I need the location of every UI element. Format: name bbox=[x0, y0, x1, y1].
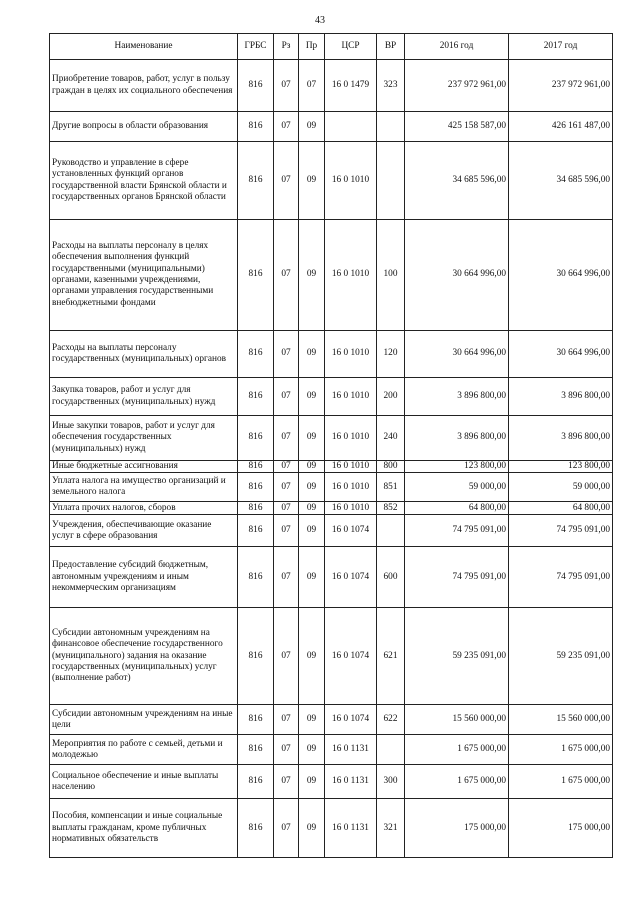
row-pr: 09 bbox=[299, 705, 325, 735]
row-vr: 800 bbox=[377, 461, 405, 473]
row-2016: 74 795 091,00 bbox=[405, 547, 509, 608]
row-vr bbox=[377, 735, 405, 765]
row-vr bbox=[377, 112, 405, 142]
row-csr bbox=[325, 112, 377, 142]
row-rz: 07 bbox=[274, 735, 299, 765]
row-name: Социальное обеспечение и иные выплаты населению bbox=[50, 765, 238, 799]
row-grbs: 816 bbox=[238, 515, 274, 547]
row-2016: 15 560 000,00 bbox=[405, 705, 509, 735]
row-2016: 123 800,00 bbox=[405, 461, 509, 473]
header-name: Наименование bbox=[50, 34, 238, 60]
header-vr: ВР bbox=[377, 34, 405, 60]
row-csr: 16 0 1010 bbox=[325, 378, 377, 416]
row-2016: 30 664 996,00 bbox=[405, 331, 509, 378]
row-rz: 07 bbox=[274, 331, 299, 378]
row-vr bbox=[377, 515, 405, 547]
row-2016: 237 972 961,00 bbox=[405, 60, 509, 112]
row-csr: 16 0 1010 bbox=[325, 416, 377, 461]
row-grbs: 816 bbox=[238, 60, 274, 112]
row-csr: 16 0 1074 bbox=[325, 547, 377, 608]
row-grbs: 816 bbox=[238, 765, 274, 799]
row-2016: 59 235 091,00 bbox=[405, 608, 509, 705]
row-2017: 74 795 091,00 bbox=[509, 547, 613, 608]
header-pr: Пр bbox=[299, 34, 325, 60]
table-row bbox=[50, 547, 613, 608]
row-grbs: 816 bbox=[238, 473, 274, 502]
header-row bbox=[50, 34, 613, 60]
row-2016: 1 675 000,00 bbox=[405, 735, 509, 765]
row-csr: 16 0 1479 bbox=[325, 60, 377, 112]
table-row bbox=[50, 473, 613, 502]
row-grbs: 816 bbox=[238, 220, 274, 331]
table-row bbox=[50, 378, 613, 416]
row-grbs: 816 bbox=[238, 331, 274, 378]
row-rz: 07 bbox=[274, 60, 299, 112]
row-vr: 600 bbox=[377, 547, 405, 608]
row-csr: 16 0 1074 bbox=[325, 705, 377, 735]
row-name: Расходы на выплаты персоналу государственных (муниципальных) органов bbox=[50, 331, 238, 378]
row-2016: 74 795 091,00 bbox=[405, 515, 509, 547]
row-csr: 16 0 1131 bbox=[325, 735, 377, 765]
row-name: Приобретение товаров, работ, услуг в пользу граждан в целях их социального обеспечения bbox=[50, 60, 238, 112]
row-rz: 07 bbox=[274, 705, 299, 735]
row-grbs: 816 bbox=[238, 547, 274, 608]
row-2016: 425 158 587,00 bbox=[405, 112, 509, 142]
row-2017: 30 664 996,00 bbox=[509, 331, 613, 378]
budget-table bbox=[49, 33, 613, 858]
row-2016: 30 664 996,00 bbox=[405, 220, 509, 331]
row-pr: 09 bbox=[299, 378, 325, 416]
row-rz: 07 bbox=[274, 416, 299, 461]
row-rz: 07 bbox=[274, 799, 299, 858]
row-grbs: 816 bbox=[238, 461, 274, 473]
header-csr: ЦСР bbox=[325, 34, 377, 60]
page-number: 43 bbox=[315, 15, 325, 26]
row-pr: 09 bbox=[299, 416, 325, 461]
row-pr: 09 bbox=[299, 331, 325, 378]
row-grbs: 816 bbox=[238, 416, 274, 461]
row-name: Учреждения, обеспечивающие оказание услуг в сфере образования bbox=[50, 515, 238, 547]
row-vr: 622 bbox=[377, 705, 405, 735]
row-csr: 16 0 1131 bbox=[325, 765, 377, 799]
row-rz: 07 bbox=[274, 220, 299, 331]
row-pr: 09 bbox=[299, 142, 325, 220]
table-row bbox=[50, 461, 613, 473]
table-row bbox=[50, 416, 613, 461]
row-2017: 59 235 091,00 bbox=[509, 608, 613, 705]
row-vr: 621 bbox=[377, 608, 405, 705]
row-vr: 851 bbox=[377, 473, 405, 502]
row-vr: 240 bbox=[377, 416, 405, 461]
row-pr: 09 bbox=[299, 461, 325, 473]
row-name: Руководство и управление в сфере установленных функций органов государственной власти Брянской области и государственных органов Брянской области bbox=[50, 142, 238, 220]
row-grbs: 816 bbox=[238, 705, 274, 735]
row-rz: 07 bbox=[274, 461, 299, 473]
row-2017: 123 800,00 bbox=[509, 461, 613, 473]
row-name: Уплата прочих налогов, сборов bbox=[50, 502, 238, 515]
header-2016: 2016 год bbox=[405, 34, 509, 60]
row-pr: 09 bbox=[299, 473, 325, 502]
row-pr: 09 bbox=[299, 547, 325, 608]
row-grbs: 816 bbox=[238, 112, 274, 142]
row-name: Пособия, компенсации и иные социальные выплаты гражданам, кроме публичных нормативных обязательств bbox=[50, 799, 238, 858]
table-row bbox=[50, 705, 613, 735]
row-rz: 07 bbox=[274, 515, 299, 547]
row-2017: 1 675 000,00 bbox=[509, 765, 613, 799]
row-grbs: 816 bbox=[238, 142, 274, 220]
row-2016: 59 000,00 bbox=[405, 473, 509, 502]
row-2017: 59 000,00 bbox=[509, 473, 613, 502]
table-row bbox=[50, 515, 613, 547]
row-csr: 16 0 1074 bbox=[325, 515, 377, 547]
row-2016: 64 800,00 bbox=[405, 502, 509, 515]
row-grbs: 816 bbox=[238, 735, 274, 765]
row-name: Иные закупки товаров, работ и услуг для обеспечения государственных (муниципальных) нужд bbox=[50, 416, 238, 461]
row-csr: 16 0 1010 bbox=[325, 331, 377, 378]
row-vr bbox=[377, 142, 405, 220]
table-row bbox=[50, 142, 613, 220]
table-row bbox=[50, 735, 613, 765]
table-row bbox=[50, 608, 613, 705]
row-grbs: 816 bbox=[238, 502, 274, 515]
row-pr: 09 bbox=[299, 735, 325, 765]
row-rz: 07 bbox=[274, 765, 299, 799]
row-2017: 74 795 091,00 bbox=[509, 515, 613, 547]
row-2016: 3 896 800,00 bbox=[405, 416, 509, 461]
row-vr: 300 bbox=[377, 765, 405, 799]
row-pr: 09 bbox=[299, 765, 325, 799]
row-csr: 16 0 1010 bbox=[325, 502, 377, 515]
table-row bbox=[50, 765, 613, 799]
row-csr: 16 0 1010 bbox=[325, 461, 377, 473]
row-rz: 07 bbox=[274, 378, 299, 416]
row-pr: 09 bbox=[299, 502, 325, 515]
row-2017: 3 896 800,00 bbox=[509, 378, 613, 416]
row-name: Субсидии автономным учреждениям на финансовое обеспечение государственного (муниципального) задания на оказание государственных (муниципальных) услуг (выполнение работ) bbox=[50, 608, 238, 705]
row-grbs: 816 bbox=[238, 608, 274, 705]
row-name: Предоставление субсидий бюджетным, автономным учреждениям и иным некоммерческим организациям bbox=[50, 547, 238, 608]
row-2017: 34 685 596,00 bbox=[509, 142, 613, 220]
row-csr: 16 0 1131 bbox=[325, 799, 377, 858]
row-csr: 16 0 1074 bbox=[325, 608, 377, 705]
row-name: Уплата налога на имущество организаций и земельного налога bbox=[50, 473, 238, 502]
row-name: Другие вопросы в области образования bbox=[50, 112, 238, 142]
row-2017: 237 972 961,00 bbox=[509, 60, 613, 112]
row-pr: 07 bbox=[299, 60, 325, 112]
row-grbs: 816 bbox=[238, 799, 274, 858]
row-name: Закупка товаров, работ и услуг для государственных (муниципальных) нужд bbox=[50, 378, 238, 416]
row-rz: 07 bbox=[274, 608, 299, 705]
row-2016: 175 000,00 bbox=[405, 799, 509, 858]
row-vr: 323 bbox=[377, 60, 405, 112]
row-pr: 09 bbox=[299, 608, 325, 705]
row-2016: 1 675 000,00 bbox=[405, 765, 509, 799]
row-name: Субсидии автономным учреждениям на иные цели bbox=[50, 705, 238, 735]
table-row bbox=[50, 502, 613, 515]
row-2017: 64 800,00 bbox=[509, 502, 613, 515]
row-rz: 07 bbox=[274, 502, 299, 515]
row-pr: 09 bbox=[299, 112, 325, 142]
row-pr: 09 bbox=[299, 799, 325, 858]
row-2016: 3 896 800,00 bbox=[405, 378, 509, 416]
row-rz: 07 bbox=[274, 142, 299, 220]
row-pr: 09 bbox=[299, 220, 325, 331]
header-rz: Рз bbox=[274, 34, 299, 60]
row-rz: 07 bbox=[274, 473, 299, 502]
header-grbs: ГРБС bbox=[238, 34, 274, 60]
row-vr: 852 bbox=[377, 502, 405, 515]
table-row bbox=[50, 799, 613, 858]
table-row bbox=[50, 331, 613, 378]
row-rz: 07 bbox=[274, 112, 299, 142]
row-vr: 120 bbox=[377, 331, 405, 378]
row-name: Иные бюджетные ассигнования bbox=[50, 461, 238, 473]
table-row bbox=[50, 112, 613, 142]
row-grbs: 816 bbox=[238, 378, 274, 416]
row-csr: 16 0 1010 bbox=[325, 473, 377, 502]
row-name: Мероприятия по работе с семьей, детьми и молодежью bbox=[50, 735, 238, 765]
row-2017: 3 896 800,00 bbox=[509, 416, 613, 461]
row-pr: 09 bbox=[299, 515, 325, 547]
row-2017: 175 000,00 bbox=[509, 799, 613, 858]
row-csr: 16 0 1010 bbox=[325, 142, 377, 220]
row-name: Расходы на выплаты персоналу в целях обеспечения выполнения функций государственными (муниципальными) органами, казенными учреждениями, органами управления государственными внебюджетными фондами bbox=[50, 220, 238, 331]
header-2017: 2017 год bbox=[509, 34, 613, 60]
row-vr: 321 bbox=[377, 799, 405, 858]
row-2017: 15 560 000,00 bbox=[509, 705, 613, 735]
row-2017: 426 161 487,00 bbox=[509, 112, 613, 142]
row-vr: 200 bbox=[377, 378, 405, 416]
row-csr: 16 0 1010 bbox=[325, 220, 377, 331]
table-row bbox=[50, 220, 613, 331]
row-2017: 1 675 000,00 bbox=[509, 735, 613, 765]
row-vr: 100 bbox=[377, 220, 405, 331]
row-2016: 34 685 596,00 bbox=[405, 142, 509, 220]
row-rz: 07 bbox=[274, 547, 299, 608]
row-2017: 30 664 996,00 bbox=[509, 220, 613, 331]
table-row bbox=[50, 60, 613, 112]
